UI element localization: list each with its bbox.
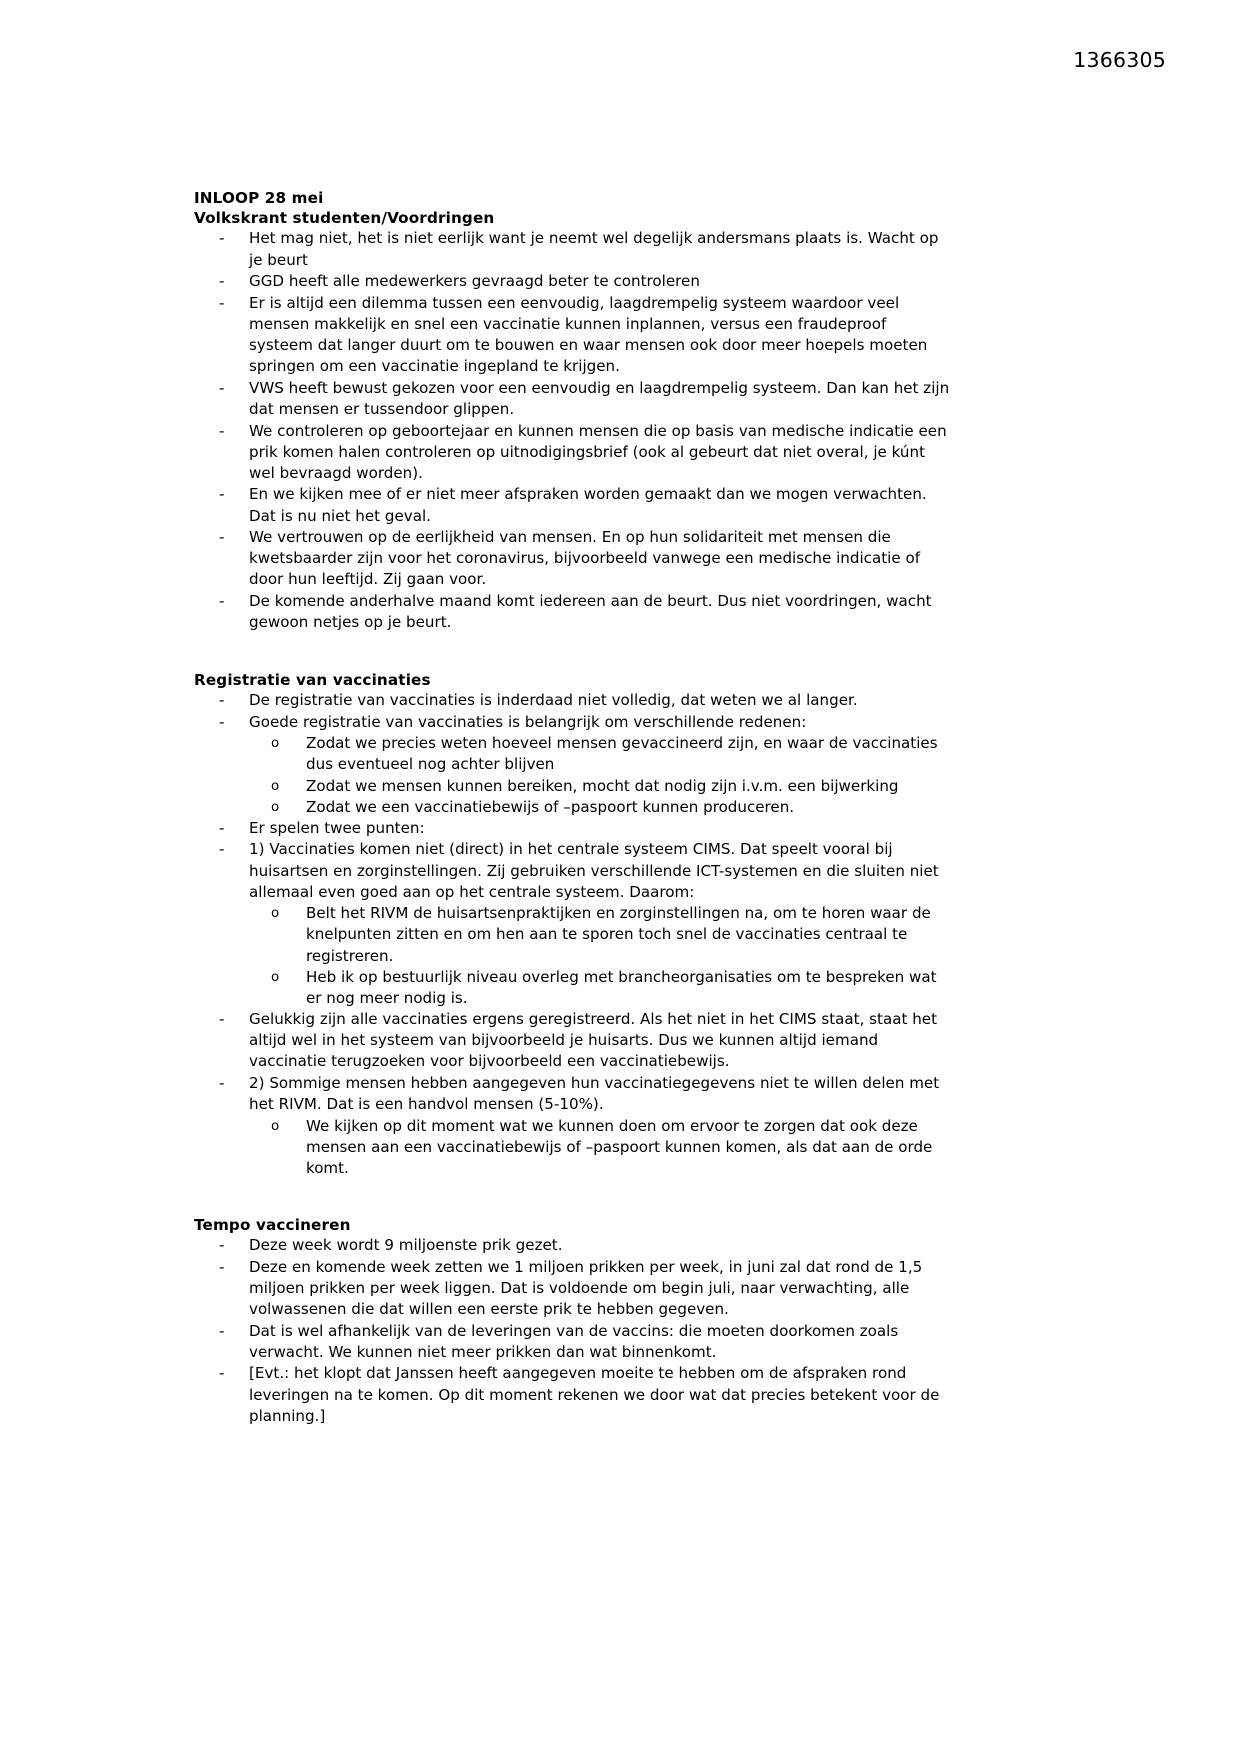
sub-list-item-text: Belt het RIVM de huisartsenpraktijken en zorginstellingen na, om te horen waar de knelpunten zitten en om hen aan te sporen toch snel de vaccinaties centraal te registreren. xyxy=(306,904,931,965)
section-spacer xyxy=(194,1179,954,1215)
document-title: INLOOP 28 mei xyxy=(194,189,324,207)
list-item xyxy=(194,690,954,711)
dash-bullet-icon: - xyxy=(219,378,225,397)
sub-list-item-text: Heb ik op bestuurlijk niveau overleg met brancheorganisaties om te bespreken wat er nog meer nodig is. xyxy=(306,967,937,1007)
bullet-list-volkskrant xyxy=(194,228,954,633)
dash-bullet-icon: - xyxy=(219,1257,225,1276)
sub-list-wrapper xyxy=(194,733,954,818)
list-item-text: Het mag niet, het is niet eerlijk want je neemt wel degelijk andersmans plaats is. Wacht op je beurt xyxy=(249,229,939,269)
circle-bullet-icon: o xyxy=(271,1118,280,1134)
dash-bullet-icon: - xyxy=(219,592,225,611)
list-item-text: Dat is wel afhankelijk van de leveringen van de vaccins: die moeten doorkomen zoals verwacht. We kunnen niet meer prikken dan wat binnenkomt. xyxy=(249,1321,899,1361)
sub-list-wrapper xyxy=(194,1116,954,1179)
dash-bullet-icon: - xyxy=(219,528,225,547)
list-item xyxy=(194,712,954,733)
list-item xyxy=(194,378,954,420)
list-item xyxy=(194,421,954,484)
list-item-text: Er is altijd een dilemma tussen een eenvoudig, laagdrempelig systeem waardoor veel mensen makkelijk en snel een vaccinatie kunnen inplannen, versus een fraudeproof systeem dat langer duurt om te bouwen en waar mensen ook door meer hoepels moeten springen om een vaccinatie ingepland te krijgen. xyxy=(249,293,928,376)
list-item-text: VWS heeft bewust gekozen voor een eenvoudig en laagdrempelig systeem. Dan kan het zijn dat mensen er tussendoor glippen. xyxy=(249,378,950,418)
sub-list-item xyxy=(249,733,954,775)
dash-bullet-icon: - xyxy=(219,1009,225,1028)
document-body xyxy=(194,188,954,1427)
sub-bullet-list-vaccinatiebewijs xyxy=(249,1116,954,1179)
section-heading-volkskrant: Volkskrant studenten/Voordringen xyxy=(194,209,495,228)
list-item xyxy=(194,1073,954,1115)
list-item-text: We controleren op geboortejaar en kunnen mensen die op basis van medische indicatie een prik komen halen controleren op uitnodigingsbrief (ook al gebeurt dat niet overal, je kúnt wel bevraagd worden). xyxy=(249,421,947,482)
sub-list-item-text: We kijken op dit moment wat we kunnen doen om ervoor te zorgen dat ook deze mensen aan een vaccinatiebewijs of –paspoort kunnen komen, als dat aan de orde komt. xyxy=(306,1116,933,1177)
list-item-text: De komende anderhalve maand komt iedereen aan de beurt. Dus niet voordringen, wacht gewoon netjes op je beurt. xyxy=(249,592,932,632)
dash-bullet-icon: - xyxy=(219,293,225,312)
sub-list-wrapper xyxy=(194,903,954,1009)
section-heading-tempo: Tempo vaccineren xyxy=(194,1215,351,1234)
page-reference-number: 1366305 xyxy=(1073,48,1166,72)
bullet-list-registratie xyxy=(194,690,954,733)
sub-list-item xyxy=(249,776,954,797)
list-item-text: Er spelen twee punten: xyxy=(249,818,425,837)
list-item xyxy=(194,1009,954,1072)
dash-bullet-icon: - xyxy=(219,840,225,859)
sub-list-item-text: Zodat we een vaccinatiebewijs of –paspoort kunnen produceren. xyxy=(306,797,795,816)
section-heading-registratie: Registratie van vaccinaties xyxy=(194,670,431,689)
list-item-text: [Evt.: het klopt dat Janssen heeft aangegeven moeite te hebben om de afspraken rond leveringen na te komen. Op dit moment rekenen we door wat dat precies betekent voor de planning.] xyxy=(249,1364,940,1425)
list-item xyxy=(194,1235,954,1256)
list-item xyxy=(194,271,954,292)
section-spacer xyxy=(194,634,954,670)
sub-list-item-text: Zodat we mensen kunnen bereiken, mocht dat nodig zijn i.v.m. een bijwerking xyxy=(306,776,899,795)
dash-bullet-icon: - xyxy=(219,818,225,837)
list-item-text: We vertrouwen op de eerlijkheid van mensen. En op hun solidariteit met mensen die kwetsbaarder zijn voor het coronavirus, bijvoorbeeld vanwege een medische indicatie of door hun leeftijd. Zij gaan voor. xyxy=(249,528,921,589)
dash-bullet-icon: - xyxy=(219,1321,225,1340)
list-item-text: GGD heeft alle medewerkers gevraagd beter te controleren xyxy=(249,272,700,291)
list-item xyxy=(194,1257,954,1320)
dash-bullet-icon: - xyxy=(219,712,225,731)
dash-bullet-icon: - xyxy=(219,485,225,504)
sub-list-item-text: Zodat we precies weten hoeveel mensen gevaccineerd zijn, en waar de vaccinaties dus eventueel nog achter blijven xyxy=(306,734,938,774)
dash-bullet-icon: - xyxy=(219,272,225,291)
dash-bullet-icon: - xyxy=(219,1364,225,1383)
list-item xyxy=(194,484,954,526)
sub-bullet-list-redenen xyxy=(249,733,954,818)
circle-bullet-icon: o xyxy=(271,906,280,922)
dash-bullet-icon: - xyxy=(219,229,225,248)
sub-list-item xyxy=(249,797,954,818)
list-item-text: Gelukkig zijn alle vaccinaties ergens geregistreerd. Als het niet in het CIMS staat, staat het altijd wel in het systeem van bijvoorbeeld je huisarts. Dus we kunnen altijd iemand vaccinatie terugzoeken voor bijvoorbeeld een vaccinatiebewijs. xyxy=(249,1009,938,1071)
list-item xyxy=(194,1321,954,1363)
list-item-text: 2) Sommige mensen hebben aangegeven hun vaccinatiegegevens niet te willen delen met het RIVM. Dat is een handvol mensen (5-10%). xyxy=(249,1073,940,1113)
dash-bullet-icon: - xyxy=(219,691,225,710)
list-item-text: Goede registratie van vaccinaties is belangrijk om verschillende redenen: xyxy=(249,712,807,731)
list-item xyxy=(194,591,954,633)
circle-bullet-icon: o xyxy=(271,736,280,752)
list-item xyxy=(194,839,954,902)
list-item xyxy=(194,1363,954,1426)
sub-list-item xyxy=(249,967,954,1009)
sub-list-item xyxy=(249,903,954,966)
list-item-text: De registratie van vaccinaties is inderdaad niet volledig, dat weten we al langer. xyxy=(249,691,858,710)
list-item-text: En we kijken mee of er niet meer afspraken worden gemaakt dan we mogen verwachten. Dat is nu niet het geval. xyxy=(249,485,927,525)
bullet-list-registratie-vervolg xyxy=(194,1009,954,1115)
dash-bullet-icon: - xyxy=(219,1073,225,1092)
list-item xyxy=(194,293,954,378)
bullet-list-tempo xyxy=(194,1235,954,1427)
list-item-text: Deze en komende week zetten we 1 miljoen prikken per week, in juni zal dat rond de 1,5 miljoen prikken per week liggen. Dat is voldoende om begin juli, naar verwachting, alle volwassenen die dat willen een eerste prik te hebben gegeven. xyxy=(249,1257,923,1318)
list-item xyxy=(194,818,954,839)
circle-bullet-icon: o xyxy=(271,969,280,985)
bullet-list-registratie-punten xyxy=(194,818,954,903)
sub-bullet-list-daarom xyxy=(249,903,954,1009)
circle-bullet-icon: o xyxy=(271,778,280,794)
list-item xyxy=(194,228,954,270)
list-item-text: Deze week wordt 9 miljoenste prik gezet. xyxy=(249,1236,563,1255)
dash-bullet-icon: - xyxy=(219,1236,225,1255)
circle-bullet-icon: o xyxy=(271,799,280,815)
dash-bullet-icon: - xyxy=(219,421,225,440)
sub-list-item xyxy=(249,1116,954,1179)
list-item xyxy=(194,527,954,590)
list-item-text: 1) Vaccinaties komen niet (direct) in het centrale systeem CIMS. Dat speelt vooral bij huisartsen en zorginstellingen. Zij gebruiken verschillende ICT-systemen en die sluiten niet allemaal even goed aan op het centrale systeem. Daarom: xyxy=(249,840,939,901)
